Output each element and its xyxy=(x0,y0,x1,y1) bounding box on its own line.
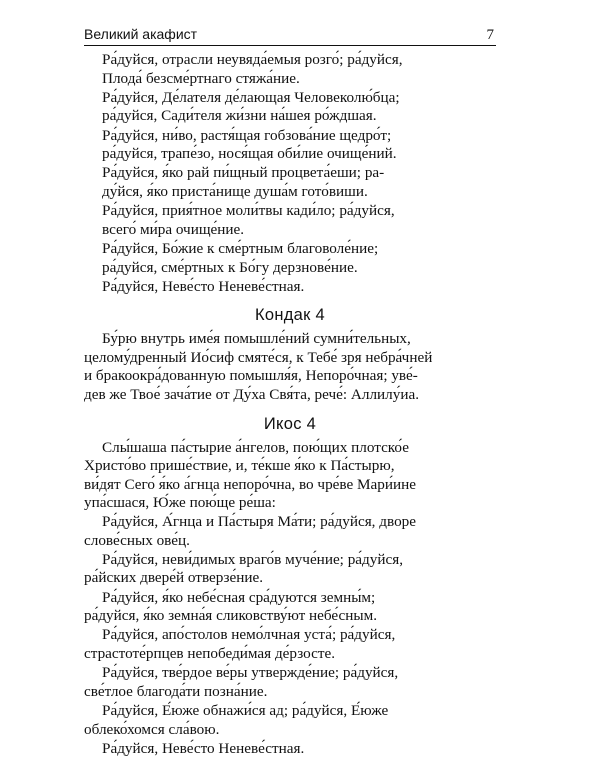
ikos-intro-line: упа́сшася, Ю́же пою́ще ре́ша: xyxy=(84,494,276,512)
ikos-intro xyxy=(84,439,496,513)
verse-line: ра́дуйся, сме́ртных к Бо́гу дерзнове́ние. xyxy=(102,258,358,276)
verse-paragraph xyxy=(84,127,496,164)
verse-paragraph xyxy=(84,278,496,297)
ikos-intro-line: Христо́во прише́ствие, и, те́кше я́ко к Па́стырю, xyxy=(84,457,395,475)
verse-line: Ра́дуйся, Е́юже обнажи́ся ад; ра́дуйся, Е́юже xyxy=(102,701,389,719)
verse-paragraph xyxy=(84,551,496,588)
verse-line: Ра́дуйся, Бо́жие к сме́ртным благоволе́ние; xyxy=(102,239,379,257)
verse-paragraph xyxy=(84,702,496,739)
verse-paragraph xyxy=(84,589,496,626)
verse-line: ду́йся, я́ко приста́нище душа́м гото́виши. xyxy=(102,182,368,200)
verse-paragraph xyxy=(84,513,496,550)
page-number: 7 xyxy=(486,27,494,43)
verse-line: слове́сных ове́ц. xyxy=(84,531,190,549)
kontakion-heading: Кондак 4 xyxy=(254,306,326,325)
verse-line: Ра́дуйся, ни́во, растя́щая гобзова́ние щедро́т; xyxy=(102,126,392,144)
ikos4-verses xyxy=(84,513,496,758)
book-title: Великий акафист xyxy=(84,26,198,42)
verse-line: Ра́дуйся, Неве́сто Неневе́стная. xyxy=(102,277,305,295)
verse-line: све́тлое благода́ти позна́ние. xyxy=(84,682,268,700)
verse-line: ра́йских двере́й отверзе́ние. xyxy=(84,569,264,587)
book-page xyxy=(84,26,496,759)
verse-line: страстоте́рпцев непобеди́мая де́рзосте. xyxy=(84,644,335,662)
kontakion-line: целому́дренный Ио́сиф смяте́ся, к Тебе́ зря небра́чней xyxy=(84,348,433,366)
kontakion-line: дев же Твое́ зача́тие от Ду́ха Свя́та, рече́: Аллилу́иа. xyxy=(84,386,419,404)
verse-paragraph xyxy=(84,740,496,759)
verse-line: Плода́ безсме́ртнаго стяжа́ние. xyxy=(102,69,300,87)
verse-line: облеко́хомся сла́вою. xyxy=(84,720,220,738)
kontakion-line: и бракоокра́дованную помышля́я, Непоро́чная; уве́- xyxy=(84,367,418,385)
verse-paragraph xyxy=(84,51,496,88)
ikos-intro-line: Слы́шаша па́стырие а́нгелов, пою́щих плотско́е xyxy=(102,438,409,456)
kontakion-text xyxy=(84,330,496,404)
running-header xyxy=(84,26,496,46)
verse-paragraph xyxy=(84,664,496,701)
verse-line: ра́дуйся, трапе́зо, нося́щая оби́лие очище́ний. xyxy=(102,145,397,163)
verse-line: Ра́дуйся, Неве́сто Неневе́стная. xyxy=(102,739,305,757)
verse-line: Ра́дуйся, А́гнца и Па́стыря Ма́ти; ра́дуйся, дворе xyxy=(102,513,416,531)
verse-paragraph xyxy=(84,626,496,663)
verse-line: Ра́дуйся, я́ко рай пи́щный процвета́еши; ра- xyxy=(102,164,385,182)
verse-line: Ра́дуйся, я́ко небе́сная сра́дуются земны́м; xyxy=(102,588,376,606)
verse-line: Ра́дуйся, прия́тное моли́твы кади́ло; ра́дуйся, xyxy=(102,202,395,220)
verse-line: Ра́дуйся, отрасли неувяда́емыя розго́; ра́дуйся, xyxy=(102,51,403,68)
verse-line: всего́ ми́ра очище́ние. xyxy=(102,220,245,238)
verse-paragraph xyxy=(84,164,496,201)
verse-line: ра́дуйся, я́ко земна́я сликовству́ют небе́сным. xyxy=(84,607,378,625)
ikos3-verses xyxy=(84,51,496,296)
verse-line: ра́дуйся, Сади́теля жи́зни на́шея ро́ждшая. xyxy=(102,107,377,125)
verse-paragraph xyxy=(84,202,496,239)
verse-line: Ра́дуйся, Де́лателя де́лающая Человеколю́бца; xyxy=(102,88,400,106)
page-body xyxy=(84,51,496,758)
verse-line: Ра́дуйся, апо́столов немо́лчная уста́; ра́дуйся, xyxy=(102,626,396,644)
verse-line: Ра́дуйся, неви́димых враго́в муче́ние; ра́дуйся, xyxy=(102,550,404,568)
verse-paragraph xyxy=(84,240,496,277)
ikos-heading: Икос 4 xyxy=(263,414,317,433)
kontakion-line: Бу́рю внутрь име́я помышле́ний сумни́тельных, xyxy=(102,330,411,348)
verse-line: Ра́дуйся, тве́рдое ве́ры утвержде́ние; ра́дуйся, xyxy=(102,664,399,682)
ikos-intro-line: ви́дят Сего́ я́ко а́гнца непоро́чна, во чре́ве Мари́ине xyxy=(84,475,416,493)
verse-paragraph xyxy=(84,89,496,126)
